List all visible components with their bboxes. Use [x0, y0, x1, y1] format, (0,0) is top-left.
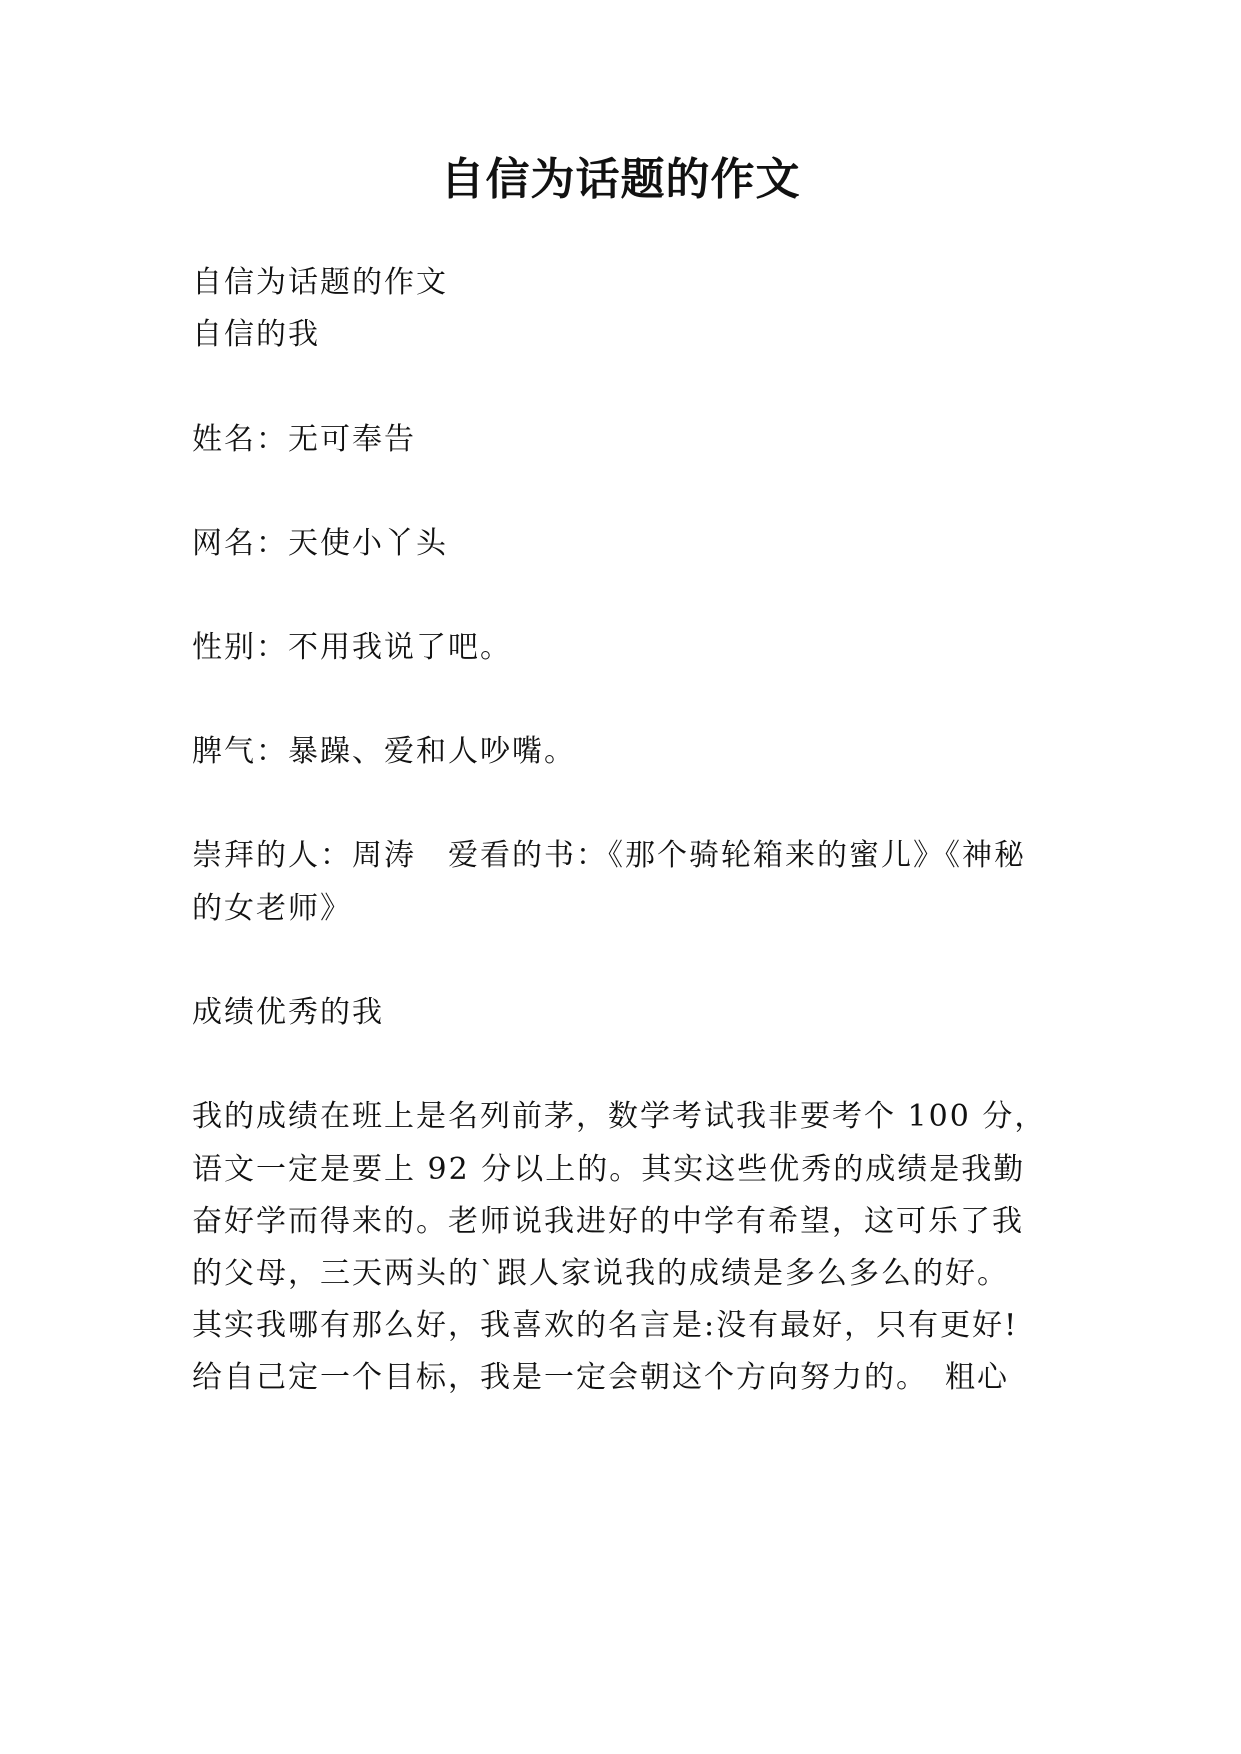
text-line: 脾气：暴躁、爱和人吵嘴。	[192, 734, 576, 769]
text-line: 性别：不用我说了吧。	[192, 630, 512, 665]
text-line: 自信的我	[192, 317, 320, 352]
text-line: 成绩优秀的我	[192, 995, 384, 1030]
text-line: 网名：天使小丫头	[192, 526, 448, 561]
text-line: 的父母，三天两头的`跟人家说我的成绩是多么多么的好。	[192, 1256, 1009, 1291]
text-line: 的女老师》	[192, 891, 352, 926]
text-line: 崇拜的人：周涛 爱看的书：《那个骑轮箱来的蜜儿》《神秘	[192, 838, 1026, 873]
text-line: 我的成绩在班上是名列前茅，数学考试我非要考个 100 分，	[192, 1099, 1047, 1134]
text-line: 语文一定是要上 92 分以上的。其实这些优秀的成绩是我勤	[192, 1152, 1026, 1187]
page-title: 自信为话题的作文	[440, 154, 801, 205]
text-line: 奋好学而得来的。老师说我进好的中学有希望，这可乐了我	[192, 1204, 1024, 1239]
text-line: 姓名：无可奉告	[192, 422, 416, 457]
text-line: 其实我哪有那么好，我喜欢的名言是:没有最好，只有更好!	[192, 1308, 1019, 1343]
text-line: 自信为话题的作文	[192, 265, 448, 300]
text-line: 给自己定一个目标，我是一定会朝这个方向努力的。 粗心	[192, 1360, 1009, 1395]
